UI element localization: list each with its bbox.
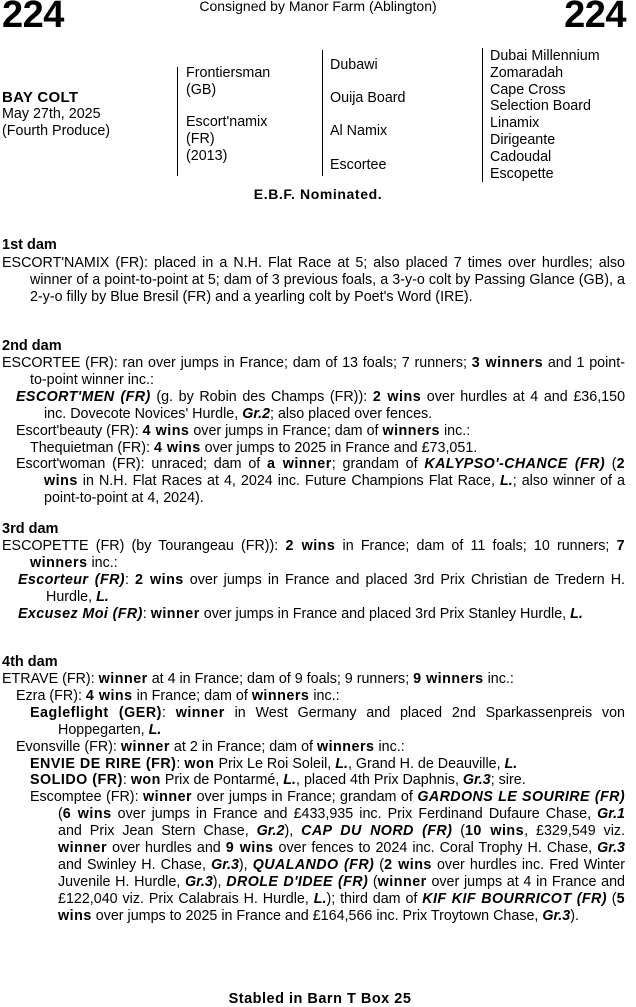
escortmen-text-end: ; also placed over fences.	[270, 405, 433, 422]
envie-de-rire-text-2: , Grand H. de Deauville,	[347, 755, 505, 772]
solido-entry	[30, 772, 625, 789]
gardons-text-2: and Prix Jean Stern Chase,	[58, 823, 257, 840]
etrave-winners: 9 winners	[413, 671, 484, 687]
escomptee-sep-2: ),	[238, 856, 253, 873]
evonsville-text: at 2 in France; dam of	[169, 738, 317, 755]
escomptee-sep-1: ),	[284, 823, 302, 840]
gardons-grade-2: Gr.2	[256, 823, 285, 840]
escorteur-wins: 2 wins	[134, 571, 184, 588]
pedigree-divider-1	[177, 67, 178, 176]
solido-text-2: , placed 4th Prix Daphnis,	[296, 772, 463, 789]
gardons-le-sourire-wins: 6 wins	[62, 806, 112, 823]
escortee-text-end: and 1 point-to-point winner inc.:	[30, 355, 625, 388]
pedigree-gen3-5: Linamix	[490, 115, 540, 132]
escortee-text: ESCORTEE (FR): ran over jumps in France; dam of 13 foals; 7 runners;	[2, 355, 472, 371]
excusez-moi-winner: winner	[150, 605, 200, 622]
horse-sex-colour: BAY COLT	[2, 89, 79, 106]
escortee-winners: 3 winners	[471, 355, 544, 371]
first-dam-heading: 1st dam	[2, 237, 57, 253]
drole-d-idee-winner: winner	[377, 873, 427, 890]
escopette-entry	[2, 538, 625, 572]
envie-de-rire-won: won	[184, 755, 215, 772]
ezra-name: Ezra (FR):	[16, 687, 86, 704]
qualando-text: over hurdles inc. Fred Winter Juvenile H. Hurdle,	[58, 856, 625, 890]
first-dam-body	[2, 255, 625, 306]
eagleflight-entry	[30, 705, 625, 739]
third-dam-heading: 3rd dam	[2, 521, 59, 537]
lot-number-left: 224	[2, 0, 64, 36]
evonsville-winners: winners	[316, 738, 375, 755]
thequietman-entry	[30, 440, 625, 457]
third-dam-body	[2, 538, 625, 623]
cap-du-nord-grade-1: Gr.3	[597, 840, 625, 857]
escorteur-grade: L.	[96, 588, 109, 605]
escomptee-paren-1: (	[58, 806, 63, 823]
qualando-grade: Gr.3	[184, 873, 213, 890]
escorteur-colon: :	[124, 571, 135, 588]
cap-du-nord-text-3: over fences to 2024 inc. Coral Trophy H. Chase,	[273, 840, 598, 857]
pedigree-sire-country: (GB)	[186, 82, 217, 98]
pedigree-gen3-7: Cadoudal	[490, 148, 552, 165]
pedigree-fourth-generation	[490, 48, 600, 182]
evonsville-name: Evonsville (FR):	[16, 738, 121, 755]
pedigree-dam	[186, 114, 267, 165]
escortwoman-a-winner: a winner	[267, 456, 332, 473]
ebf-nominated: E.B.F. Nominated.	[253, 186, 383, 202]
evonsville-winner: winner	[120, 738, 170, 755]
escortbeauty-winners: winners	[382, 422, 440, 439]
pedigree-dam-sire: Al Namix	[330, 123, 388, 139]
etrave-name: ETRAVE (FR):	[2, 671, 99, 687]
escomptee-text: over jumps in France; grandam of	[192, 789, 418, 806]
escortmen-wins: 2 wins	[372, 388, 422, 405]
pedigree-dam-dam: Escortee	[330, 157, 387, 173]
escopette-text: in France; dam of 11 foals; 10 runners;	[335, 538, 617, 554]
escortbeauty-name: Escort'beauty (FR):	[16, 422, 143, 439]
pedigree-sire-dam: Ouija Board	[330, 90, 406, 106]
excusez-moi-entry	[18, 606, 625, 623]
escomptee-text-end: ).	[570, 907, 579, 924]
envie-de-rire-text: Prix Le Roi Soleil,	[214, 755, 336, 772]
solido-name: SOLIDO (FR)	[30, 772, 123, 789]
escortwoman-text: ; grandam of	[331, 456, 425, 473]
escomptee-winner: winner	[143, 789, 193, 806]
pedigree-gen3-2: Zomaradah	[490, 64, 564, 81]
first-dam-text: ESCORT'NAMIX (FR): placed in a N.H. Flat Race at 5; also placed 7 times over hurdles; also winner of a point-to-point at 5; dam of 3 previous foals, a 3-y-o colt by Passing Glance (GB), a 2-y-o filly by Blue Bresil (FR) and a yearling colt by Poet's Word (IRE).	[2, 255, 625, 305]
escortmen-grade: Gr.2	[242, 405, 271, 422]
envie-de-rire-grade-2: L.	[504, 755, 518, 772]
solido-text-end: ; sire.	[490, 772, 526, 789]
pedigree-divider-3	[482, 48, 483, 182]
cap-du-nord-fence-wins: 9 wins	[225, 840, 274, 857]
escortmen-text: over hurdles at 4 and £36,150 inc. Dovecote Novices' Hurdle,	[44, 388, 626, 422]
escortwoman-text-3: in N.H. Flat Races at 4, 2024 inc. Future Champions Flat Race,	[77, 473, 500, 490]
envie-de-rire-entry	[30, 756, 625, 773]
kif-kif-bourricot-name: KIF KIF BOURRICOT (FR)	[422, 890, 607, 907]
escomptee-paren-5: (	[606, 890, 617, 907]
envie-de-rire-colon: :	[176, 755, 185, 772]
ezra-text: in France; dam of	[132, 687, 252, 704]
ezra-winners: winners	[251, 687, 310, 704]
escortbeauty-text: over jumps in France; dam of	[189, 422, 383, 439]
etrave-text: at 4 in France; dam of 9 foals; 9 runners;	[147, 671, 414, 687]
excusez-moi-colon: :	[142, 605, 151, 622]
solido-text: Prix de Pontarmé,	[160, 772, 284, 789]
eagleflight-winner: winner	[175, 704, 225, 721]
escomptee-name: Escomptee (FR):	[30, 789, 144, 806]
excusez-moi-grade: L.	[570, 605, 583, 622]
cap-du-nord-text: , £329,549 viz.	[524, 823, 626, 840]
horse-produce: (Fourth Produce)	[2, 123, 111, 139]
evonsville-text-end: inc.:	[374, 738, 405, 755]
pedigree-gen3-8: Escopette	[490, 165, 554, 182]
cap-du-nord-text-4: and Swinley H. Chase,	[58, 856, 212, 873]
horse-foaled-date: May 27th, 2025	[2, 106, 101, 122]
solido-won: won	[130, 772, 161, 789]
thequietman-wins: 4 wins	[153, 439, 201, 456]
solido-colon: :	[122, 772, 131, 789]
envie-de-rire-grade-1: L.	[335, 755, 348, 772]
evonsville-entry	[16, 739, 625, 756]
kif-kif-bourricot-wins: 5 wins	[58, 890, 626, 924]
pedigree-gen3-3: Cape Cross	[490, 81, 566, 98]
etrave-text-end: inc.:	[483, 671, 514, 687]
escopette-winners: 7 winners	[30, 538, 626, 571]
qualando-name: QUALANDO (FR)	[252, 856, 375, 873]
pedigree-sire	[186, 65, 270, 99]
eagleflight-grade: L.	[148, 721, 162, 738]
qualando-wins: 2 wins	[384, 856, 432, 873]
drole-d-idee-name: DROLE D'IDEE (FR)	[226, 873, 369, 890]
pedigree-sire-sire: Dubawi	[330, 57, 378, 73]
escortmen-entry	[16, 389, 625, 423]
escortbeauty-entry	[16, 423, 625, 440]
fourth-dam-body	[2, 671, 625, 925]
escomptee-sep-3: ),	[212, 873, 227, 890]
etrave-winner: winner	[98, 671, 148, 687]
excusez-moi-name: Excusez Moi (FR)	[18, 605, 143, 622]
thequietman-name: Thequietman (FR):	[30, 439, 154, 456]
pedigree-gen3-6: Dirigeante	[490, 131, 556, 148]
pedigree-gen3-1: Dubai Millennium	[490, 48, 600, 64]
solido-grade-1: L.	[283, 772, 296, 789]
pedigree-dam-country: (FR)	[186, 131, 215, 147]
kalypso-chance-wins: 2 wins	[44, 456, 626, 490]
escortwoman-text-2: (	[605, 456, 617, 473]
ezra-text-end: inc.:	[309, 687, 340, 704]
pedigree-sire-name: Frontiersman	[186, 65, 271, 81]
escopette-wins: 2 wins	[285, 538, 336, 554]
solido-grade-2: Gr.3	[462, 772, 491, 789]
cap-du-nord-grade-2: Gr.3	[211, 856, 239, 873]
pedigree-divider-2	[322, 50, 323, 176]
envie-de-rire-name: ENVIE DE RIRE (FR)	[30, 755, 177, 772]
escomptee-paren-3: (	[374, 856, 385, 873]
pedigree-dam-name: Escort'namix	[186, 114, 268, 130]
kif-kif-bourricot-text: over jumps to 2025 in France and £164,566 inc. Prix Troytown Chase,	[91, 907, 543, 924]
cap-du-nord-name: CAP DU NORD (FR)	[301, 823, 453, 840]
escorteur-text: over jumps in France and placed 3rd Prix Christian de Tredern H. Hurdle,	[46, 571, 625, 605]
escorteur-name: Escorteur (FR)	[18, 571, 125, 588]
escortwoman-text-end: ; also winner of a point-to-point at 4, 2024).	[44, 473, 625, 507]
escomptee-paren-2: (	[452, 823, 465, 840]
ezra-entry	[16, 688, 625, 705]
eagleflight-name: Eagleflight (GER)	[30, 704, 162, 721]
eagleflight-colon: :	[161, 704, 176, 721]
gardons-grade-1: Gr.1	[597, 806, 625, 823]
drole-d-idee-grade: L.	[313, 890, 327, 907]
escortmen-sire: (g. by Robin des Champs (FR)):	[150, 388, 373, 405]
eagleflight-text: in West Germany and placed 2nd Sparkassenpreis von Hoppegarten,	[58, 704, 625, 738]
kalypso-chance-grade: L.	[499, 473, 513, 490]
pedigree-gen3-4: Selection Board	[490, 98, 591, 115]
escopette-name: ESCOPETTE (FR) (by Tourangeau (FR)):	[2, 538, 286, 554]
horse-description	[2, 89, 110, 140]
gardons-le-sourire-name: GARDONS LE SOURIRE (FR)	[417, 789, 626, 806]
fourth-dam-heading: 4th dam	[2, 654, 58, 670]
cap-du-nord-wins: 10 wins	[464, 823, 525, 840]
stabled-location: Stabled in Barn T Box 25	[228, 991, 412, 1007]
thequietman-text: over jumps to 2025 in France and £73,051.	[200, 439, 478, 456]
escorteur-entry	[18, 572, 625, 606]
kalypso-chance-name: KALYPSO'-CHANCE (FR)	[424, 456, 606, 473]
kif-kif-bourricot-grade: Gr.3	[542, 907, 571, 924]
drole-d-idee-text: over jumps at 4 in France and £122,040 viz. Prix Calabrais H. Hurdle,	[58, 873, 625, 907]
cap-du-nord-winner: winner	[58, 840, 108, 857]
escomptee-entry	[30, 789, 625, 924]
ezra-wins: 4 wins	[85, 687, 133, 704]
lot-number-right: 224	[564, 0, 626, 36]
second-dam-body	[2, 355, 625, 507]
consignor: Consigned by Manor Farm (Ablington)	[199, 0, 437, 14]
escortwoman-entry	[16, 456, 625, 507]
pedigree-dam-year: (2013)	[186, 148, 228, 164]
escortwoman-name: Escort'woman (FR): unraced; dam of	[16, 456, 267, 473]
escortbeauty-wins: 4 wins	[142, 422, 190, 439]
excusez-moi-text: over jumps in France and placed 3rd Prix Stanley Hurdle,	[199, 605, 571, 622]
escortbeauty-text-end: inc.:	[440, 422, 471, 439]
second-dam-heading: 2nd dam	[2, 338, 62, 354]
escomptee-paren-4: (	[368, 873, 378, 890]
escortmen-name: ESCORT'MEN (FR)	[16, 388, 151, 405]
cap-du-nord-text-2: over hurdles and	[107, 840, 226, 857]
escopette-text-end: inc.:	[87, 554, 118, 571]
escortee-entry	[2, 355, 625, 389]
escomptee-text-third-dam: ); third dam of	[326, 890, 423, 907]
etrave-entry	[2, 671, 625, 688]
gardons-le-sourire-text: over jumps in France and £433,935 inc. Prix Ferdinand Dufaure Chase,	[111, 806, 598, 823]
